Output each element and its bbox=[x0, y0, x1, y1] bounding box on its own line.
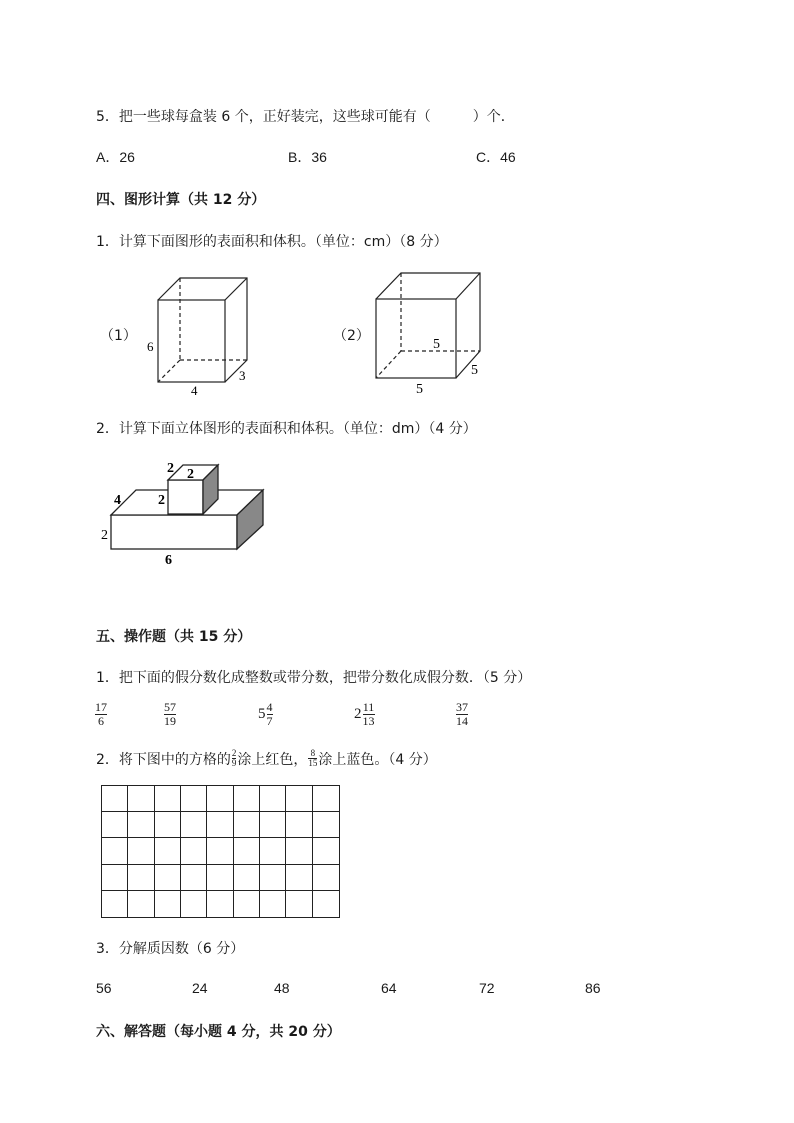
question-5: 5．把一些球每盒装 6 个，正好装完，这些球可能有（ ）个． bbox=[96, 109, 515, 125]
section-4-title: 四、图形计算（共 12 分） bbox=[96, 192, 266, 208]
numerator: 37 bbox=[456, 700, 468, 714]
number-6: 86 bbox=[585, 980, 601, 996]
dim-small-top: 2 bbox=[167, 461, 174, 476]
section-4-question-1: 1．计算下面图形的表面积和体积。（单位：cm）（8 分） bbox=[96, 234, 448, 250]
mixed-number-1 bbox=[258, 701, 273, 728]
fraction-part: $\frac{11}{13}$ bbox=[362, 700, 375, 728]
number-1: 56 bbox=[96, 980, 112, 996]
dimension-inner-edge: 5 bbox=[433, 337, 440, 352]
section-5-question-1: 1．把下面的假分数化成整数或带分数，把带分数化成假分数．（5 分） bbox=[96, 670, 532, 686]
fraction-part: $\frac{4}{7}$ bbox=[266, 700, 273, 728]
number-2: 24 bbox=[192, 980, 208, 996]
denominator: 6 bbox=[98, 714, 104, 728]
inline-fraction-blue: $\frac{8}{15}$ bbox=[308, 747, 318, 768]
figure-1-label: （1） bbox=[100, 328, 137, 344]
dim-small-width: 2 bbox=[187, 467, 194, 482]
dim-big-depth: 4 bbox=[114, 493, 121, 508]
dim-big-height: 2 bbox=[101, 528, 108, 543]
section-5-question-2: 2．将下图中的方格的 $\frac{2}{9}$ 涂上红色， $\frac{8}{15}$ 涂上蓝色。（4 分） bbox=[96, 747, 437, 768]
cube-figure-2 bbox=[365, 262, 495, 397]
denominator: 19 bbox=[164, 714, 176, 728]
section-4-question-2: 2．计算下面立体图形的表面积和体积。（单位：dm）（4 分） bbox=[96, 421, 477, 437]
dimension-bottom-edge: 5 bbox=[416, 382, 423, 397]
figure-2-label: （2） bbox=[333, 328, 370, 344]
dim-small-depth: 2 bbox=[158, 493, 165, 508]
whole-part: 5 bbox=[258, 706, 266, 722]
option-a: A．26 bbox=[96, 149, 135, 165]
option-c: C．46 bbox=[476, 149, 516, 165]
option-b: B．36 bbox=[288, 149, 327, 165]
dimension-height: 6 bbox=[147, 339, 154, 354]
inline-fraction-red: $\frac{2}{9}$ bbox=[231, 747, 237, 768]
number-5: 72 bbox=[479, 980, 495, 996]
dimension-width: 3 bbox=[239, 368, 246, 383]
dimension-length: 4 bbox=[191, 383, 198, 395]
number-4: 64 bbox=[381, 980, 397, 996]
whole-part: 2 bbox=[354, 706, 362, 722]
section-6-title: 六、解答题（每小题 4 分，共 20 分） bbox=[96, 1024, 341, 1040]
section-5-question-3: 3．分解质因数（6 分） bbox=[96, 941, 245, 957]
cuboid-figure-1 bbox=[140, 265, 270, 395]
mixed-number-2 bbox=[354, 701, 375, 728]
fraction-1 bbox=[95, 701, 107, 728]
numerator: 17 bbox=[95, 700, 107, 714]
fraction-5 bbox=[456, 701, 468, 728]
dimension-depth: 5 bbox=[471, 363, 478, 378]
number-3: 48 bbox=[274, 980, 290, 996]
numerator: 57 bbox=[164, 700, 176, 714]
section-5-title: 五、操作题（共 15 分） bbox=[96, 629, 252, 645]
denominator: 14 bbox=[456, 714, 468, 728]
square-grid[interactable] bbox=[101, 785, 340, 918]
dim-big-length: 6 bbox=[165, 553, 172, 568]
fraction-2 bbox=[164, 701, 176, 728]
composite-solid-figure bbox=[96, 455, 276, 570]
